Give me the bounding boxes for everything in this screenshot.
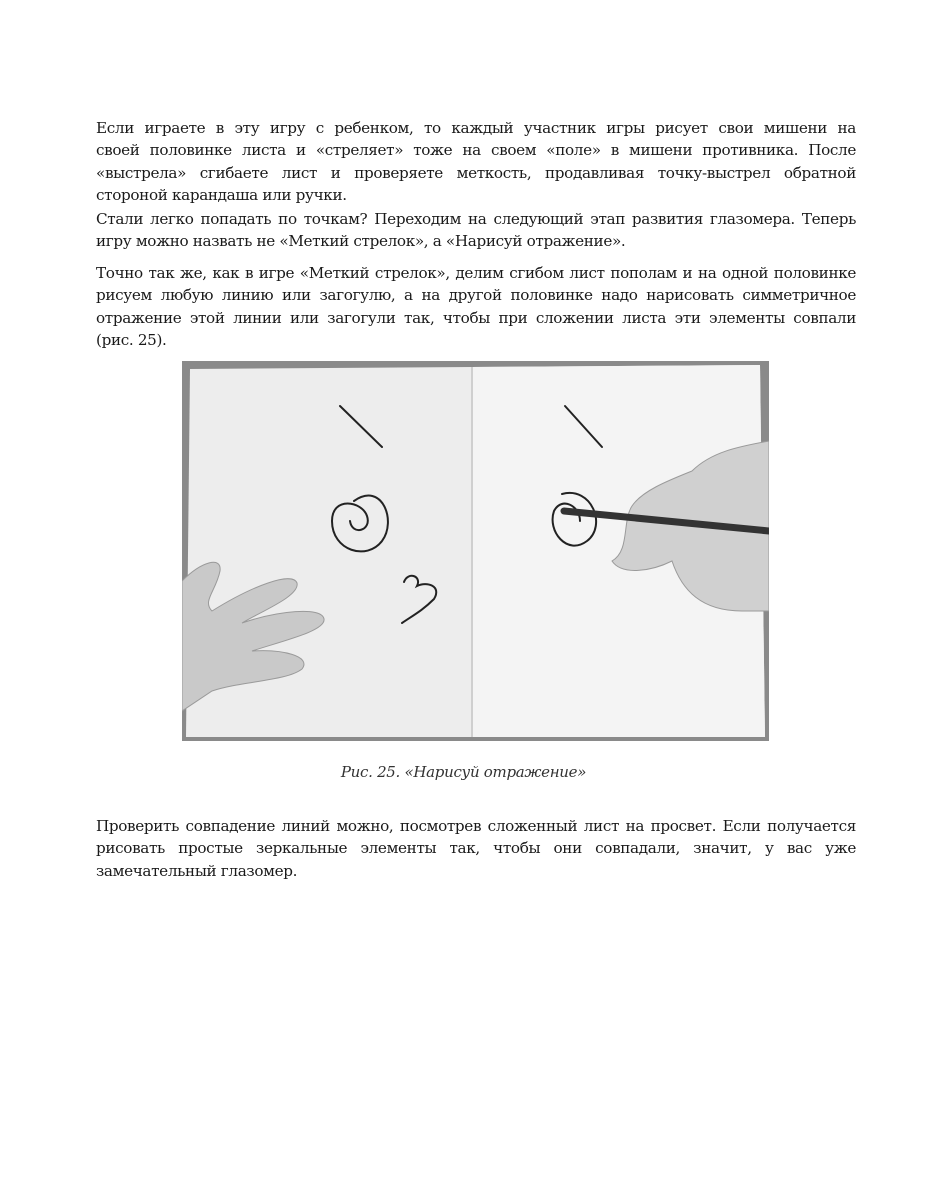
text-line: Проверить совпадение линий можно, посмотрев сложенный лист на просвет. Если получается (96, 817, 856, 835)
text-line: Точно так же, как в игре «Меткий стрелок», делим сгибом лист пополам и на одной половинке (96, 264, 856, 282)
text-line: Если играете в эту игру с ребенком, то каждый участник игры рисует свои мишени на (96, 119, 856, 137)
text-line: «выстрела» сгибаете лист и проверяете меткость, продавливая точку-выстрел обратной (96, 163, 856, 182)
text-line: Стали легко попадать по точкам? Переходим на следующий этап развития глазомера. Теперь (96, 210, 856, 228)
paragraph-2 (96, 208, 856, 253)
text-line: (рис. 25). (96, 330, 167, 349)
text-line: своей половинке листа и «стреляет» тоже на своем «поле» в мишени противника. После (96, 141, 856, 160)
text-line: игру можно назвать не «Меткий стрелок», а «Нарисуй отражение». (96, 232, 626, 251)
text-line: стороной карандаша или ручки. (96, 185, 347, 204)
figure-photo (182, 361, 769, 741)
figure-caption: Рис. 25. «Нарисуй отражение» (340, 763, 587, 781)
text-line: замечательный глазомер. (96, 861, 298, 880)
paragraph-3 (96, 262, 856, 351)
text-line: отражение этой линии или загогули так, чтобы при сложении листа эти элементы совпали (96, 308, 856, 327)
paragraph-1 (96, 117, 856, 206)
text-line: рисуем любую линию или загогулю, а на другой половинке надо нарисовать симметричное (96, 286, 856, 305)
paragraph-4 (96, 815, 856, 882)
text-line: рисовать простые зеркальные элементы так, чтобы они совпадали, значит, у вас уже (96, 839, 856, 858)
